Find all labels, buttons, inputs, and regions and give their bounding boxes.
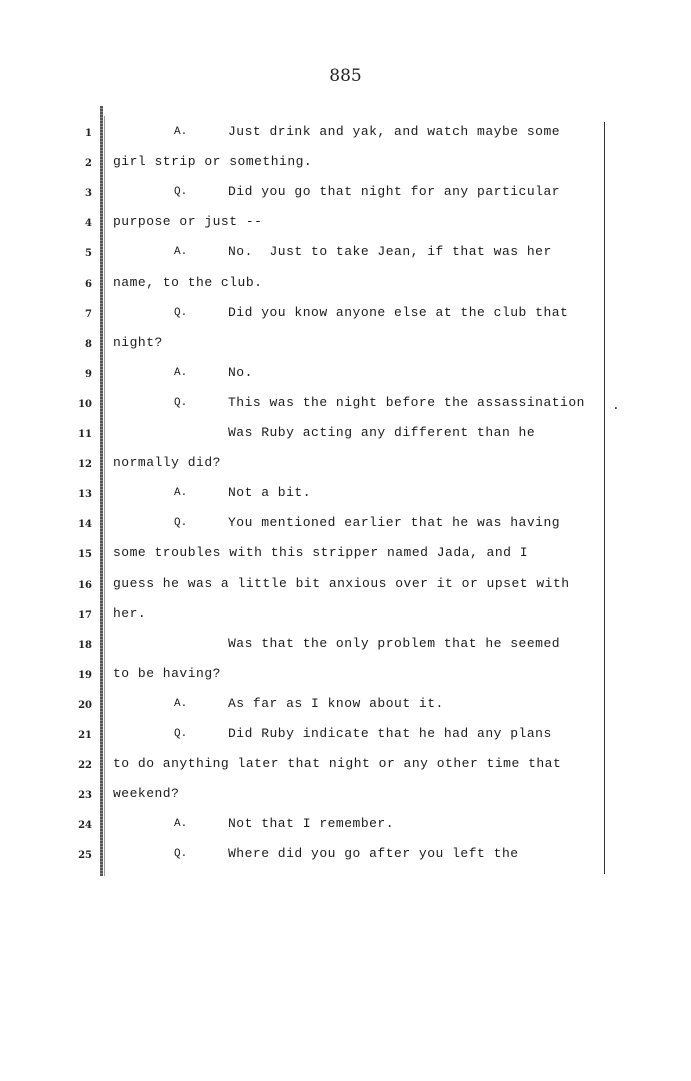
line-text: Was Ruby acting any different than he bbox=[228, 425, 536, 440]
line-number: 21 bbox=[78, 730, 92, 741]
transcript-line bbox=[0, 395, 691, 415]
transcript-line bbox=[0, 846, 691, 866]
line-text: girl strip or something. bbox=[113, 154, 313, 170]
transcript-line bbox=[0, 606, 691, 626]
speaker-label: A. bbox=[174, 126, 188, 138]
line-text: purpose or just -- bbox=[113, 214, 263, 230]
line-number: 23 bbox=[78, 790, 92, 802]
line-number: 8 bbox=[85, 338, 92, 350]
speaker-label: Q. bbox=[174, 396, 188, 409]
line-number: 24 bbox=[78, 820, 92, 832]
speaker-label: Q. bbox=[174, 517, 188, 530]
line-number: 6 bbox=[85, 278, 92, 290]
transcript-line bbox=[0, 666, 691, 686]
transcript-line bbox=[0, 696, 691, 716]
transcript-line bbox=[0, 184, 691, 204]
line-text: guess he was a little bit anxious over it or upset with bbox=[113, 575, 570, 591]
speaker-label: A. bbox=[174, 366, 188, 379]
speaker-label: Q. bbox=[174, 848, 188, 861]
line-number: 9 bbox=[85, 368, 92, 380]
line-number: 3 bbox=[85, 188, 92, 200]
transcript-line bbox=[0, 305, 691, 325]
line-number: 10 bbox=[78, 398, 92, 410]
line-text: some troubles with this stripper named Jada, and I bbox=[113, 545, 529, 561]
transcript-line bbox=[0, 576, 691, 596]
line-number: 16 bbox=[78, 579, 92, 591]
line-number: 4 bbox=[85, 218, 92, 230]
speaker-label: Q. bbox=[174, 306, 188, 319]
line-number: 19 bbox=[78, 669, 92, 681]
speaker-label: Q. bbox=[174, 186, 188, 199]
page-number: 885 bbox=[329, 66, 362, 86]
line-number: 14 bbox=[78, 519, 92, 531]
line-text: Just drink and yak, and watch maybe some bbox=[228, 124, 561, 139]
line-text: As far as I know about it. bbox=[228, 695, 444, 711]
line-text: to be having? bbox=[113, 665, 221, 681]
line-number: 13 bbox=[78, 489, 92, 501]
transcript-line bbox=[0, 636, 691, 656]
line-number: 12 bbox=[78, 459, 92, 471]
line-text: You mentioned earlier that he was having bbox=[228, 515, 561, 531]
line-number: 18 bbox=[78, 639, 92, 651]
line-text: Was that the only problem that he seemed bbox=[228, 635, 561, 651]
line-text: to do anything later that night or any other time that bbox=[113, 756, 562, 772]
transcript-line bbox=[0, 154, 691, 174]
speaker-label: A. bbox=[174, 697, 188, 710]
transcript-line bbox=[0, 365, 691, 385]
line-text: This was the night before the assassination bbox=[228, 394, 585, 410]
line-number: 17 bbox=[78, 609, 92, 621]
transcript-line bbox=[0, 335, 691, 355]
transcript-line bbox=[0, 786, 691, 806]
line-text: night? bbox=[113, 334, 163, 350]
line-number: 2 bbox=[85, 158, 92, 170]
line-text: weekend? bbox=[113, 786, 180, 802]
line-number: 15 bbox=[78, 549, 92, 561]
transcript-line bbox=[0, 816, 691, 836]
transcript-line bbox=[0, 244, 691, 264]
line-number: 20 bbox=[78, 699, 92, 711]
line-text: No. Just to take Jean, if that was her bbox=[228, 244, 552, 260]
transcript-line bbox=[0, 425, 691, 445]
line-text: Not a bit. bbox=[228, 485, 312, 501]
transcript-line bbox=[0, 214, 691, 234]
line-text: her. bbox=[113, 605, 147, 621]
line-number: 11 bbox=[78, 429, 92, 440]
line-number: 7 bbox=[85, 308, 92, 320]
line-text: No. bbox=[228, 364, 253, 380]
line-text: Where did you go after you left the bbox=[228, 846, 519, 862]
transcript-line bbox=[0, 515, 691, 535]
speaker-label: A. bbox=[174, 818, 188, 831]
line-text: Not that I remember. bbox=[228, 816, 395, 832]
transcript-line bbox=[0, 455, 691, 475]
speaker-label: Q. bbox=[174, 728, 188, 740]
margin-mark: . bbox=[612, 398, 620, 413]
line-text: normally did? bbox=[113, 455, 221, 471]
transcript-line bbox=[0, 726, 691, 746]
line-number: 1 bbox=[85, 128, 92, 139]
line-number: 22 bbox=[78, 760, 92, 772]
line-text: name, to the club. bbox=[113, 274, 263, 290]
speaker-label: A. bbox=[174, 487, 188, 500]
speaker-label: A. bbox=[174, 246, 188, 259]
line-text: Did you know anyone else at the club that bbox=[228, 304, 569, 320]
transcript-line bbox=[0, 756, 691, 776]
transcript-line bbox=[0, 124, 691, 144]
line-text: Did Ruby indicate that he had any plans bbox=[228, 726, 552, 741]
line-number: 25 bbox=[78, 850, 92, 862]
transcript-line bbox=[0, 485, 691, 505]
transcript-line bbox=[0, 545, 691, 565]
line-number: 5 bbox=[85, 248, 92, 260]
line-text: Did you go that night for any particular bbox=[228, 184, 561, 200]
transcript-line bbox=[0, 275, 691, 295]
